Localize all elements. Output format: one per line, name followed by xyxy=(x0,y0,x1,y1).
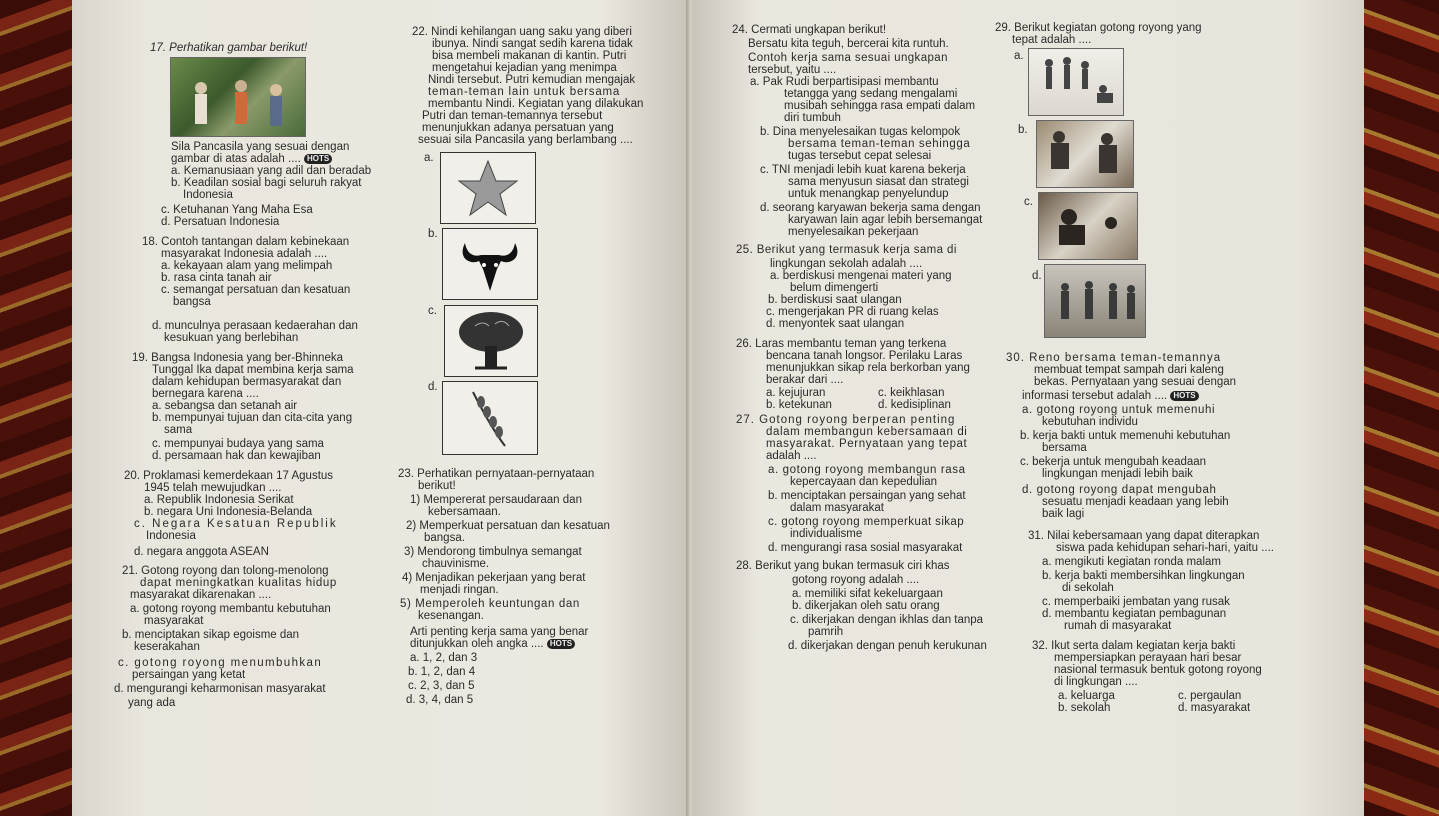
q19-stem-1: 19. Bangsa Indonesia yang ber-Bhinneka xyxy=(132,352,343,364)
q23-statement-3: 3) Mendorong timbulnya semangat xyxy=(404,546,582,558)
q27-stem-3: masyarakat. Pernyataan yang tepat xyxy=(766,438,968,450)
q30-stem-1: 30. Reno bersama teman-temannya xyxy=(1006,352,1222,364)
q31-option-a[interactable]: a. mengikuti kegiatan ronda malam xyxy=(1042,556,1221,568)
q26-option-a[interactable]: a. kejujuran xyxy=(766,387,826,399)
q27-stem-2: dalam membangun kebersamaan di xyxy=(766,426,968,438)
q23-statement-2: 2) Memperkuat persatuan dan kesatuan xyxy=(406,520,610,532)
q32-option-c[interactable]: c. pergaulan xyxy=(1178,690,1242,702)
q30-stem-4: informasi tersebut adalah .... HOTS xyxy=(1022,390,1199,403)
q23-statement-1-cont: kebersamaan. xyxy=(428,506,501,518)
q27-option-c[interactable]: c. gotong royong memperkuat sikap xyxy=(768,516,965,528)
q22-stem-8: Putri dan teman-temannya tersebut xyxy=(422,110,603,122)
q24-option-c[interactable]: c. TNI menjadi lebih kuat karena bekerja xyxy=(760,164,966,176)
left-page xyxy=(72,0,692,816)
q24-stem-3: Contoh kerja sama sesuai ungkapan xyxy=(748,52,948,64)
q21-option-c-cont: persaingan yang ketat xyxy=(132,669,246,681)
q30-option-b[interactable]: b. kerja bakti untuk memenuhi kebutuhan xyxy=(1020,430,1231,442)
q21-stem-2: dapat meningkatkan kualitas hidup xyxy=(140,577,337,589)
q22-stem-1: 22. Nindi kehilangan uang saku yang diberi xyxy=(412,26,632,38)
q32-option-b[interactable]: b. sekolah xyxy=(1058,702,1111,714)
q24-quote: Bersatu kita teguh, bercerai kita runtuh. xyxy=(748,38,949,50)
hots-badge: HOTS xyxy=(304,154,332,164)
q25-option-d[interactable]: d. menyontek saat ulangan xyxy=(766,318,905,330)
q32-stem-2: mempersiapkan perayaan hari besar xyxy=(1054,652,1242,664)
q26-stem-3: menunjukkan sikap rela berkorban yang xyxy=(766,362,970,374)
q22-stem-10: sesuai sila Pancasila yang berlambang .... xyxy=(418,134,633,146)
q31-option-d[interactable]: d. membantu kegiatan pembagunan xyxy=(1042,608,1227,620)
q18-option-d[interactable]: d. munculnya perasaan kedaerahan dan xyxy=(152,320,358,332)
q23-option-a[interactable]: a. 1, 2, dan 3 xyxy=(410,652,478,664)
q19-stem-4: bernegara karena .... xyxy=(152,388,259,400)
q22-stem-2: ibunya. Nindi sangat sedih karena tidak xyxy=(432,38,633,50)
q18-option-c[interactable]: c. semangat persatuan dan kesatuan xyxy=(161,284,351,296)
q26-option-d[interactable]: d. kedisiplinan xyxy=(878,399,951,411)
q23-statement-4-cont: menjadi ringan. xyxy=(420,584,499,596)
q17-option-a[interactable]: a. Kemanusiaan yang adil dan beradab xyxy=(171,165,372,177)
q17-option-d[interactable]: d. Persatuan Indonesia xyxy=(161,216,280,228)
q28-stem-1: 28. Berikut yang bukan termasuk ciri khas xyxy=(736,560,950,572)
q30-option-c-cont: lingkungan menjadi lebih baik xyxy=(1042,468,1193,480)
q31-option-c[interactable]: c. memperbaiki jembatan yang rusak xyxy=(1042,596,1230,608)
q22-stem-6: teman-teman lain untuk bersama xyxy=(428,86,621,98)
q25-stem-2: lingkungan sekolah adalah .... xyxy=(770,258,923,270)
q24-option-a[interactable]: a. Pak Rudi berpartisipasi membantu xyxy=(750,76,939,88)
q25-option-b[interactable]: b. berdiskusi saat ulangan xyxy=(768,294,902,306)
q23-statement-5: 5) Memperoleh keuntungan dan xyxy=(400,598,580,610)
q24-option-d-cont-2: menyelesaikan pekerjaan xyxy=(788,226,919,238)
q26-stem-2: bencana tanah longsor. Perilaku Laras xyxy=(766,350,963,362)
q27-option-a[interactable]: a. gotong royong membangun rasa xyxy=(768,464,966,476)
q22-option-c-label[interactable]: c. xyxy=(428,305,437,317)
q31-stem-1: 31. Nilai kebersamaan yang dapat diterapkan xyxy=(1028,530,1260,542)
q23-statement-3-cont: chauvinisme. xyxy=(422,558,490,570)
q22-option-c-box[interactable] xyxy=(444,305,538,377)
q27-option-b-cont: dalam masyarakat xyxy=(790,502,884,514)
q19-option-d[interactable]: d. persamaan hak dan kewajiban xyxy=(152,450,321,462)
q32-stem-1: 32. Ikut serta dalam kegiatan kerja bakti xyxy=(1032,640,1236,652)
q31-stem-2: siswa pada kehidupan sehari-hari, yaitu .... xyxy=(1056,542,1274,554)
hots-badge: HOTS xyxy=(547,639,575,649)
q21-option-a[interactable]: a. gotong royong membantu kebutuhan xyxy=(130,603,331,615)
people-photo-icon xyxy=(171,58,305,136)
q27-option-c-cont: individualisme xyxy=(790,528,863,540)
q25-option-c[interactable]: c. mengerjakan PR di ruang kelas xyxy=(766,306,939,318)
q31-option-d-cont: rumah di masyarakat xyxy=(1064,620,1172,632)
q24-stem-4: tersebut, yaitu .... xyxy=(748,64,837,76)
q25-stem-1: 25. Berikut yang termasuk kerja sama di xyxy=(736,244,957,256)
q18-option-b[interactable]: b. rasa cinta tanah air xyxy=(161,272,272,284)
q19-option-b[interactable]: b. mempunyai tujuan dan cita-cita yang xyxy=(152,412,353,424)
q20-option-c-cont: Indonesia xyxy=(146,530,196,542)
q23-statement-2-cont: bangsa. xyxy=(424,532,465,544)
q22-option-b-label[interactable]: b. xyxy=(428,228,438,240)
q17-option-b-cont: Indonesia xyxy=(183,189,233,201)
q21-option-d[interactable]: d. mengurangi keharmonisan masyarakat xyxy=(114,683,326,695)
q20-option-c[interactable]: c. Negara Kesatuan Republik xyxy=(134,518,338,530)
q19-option-c[interactable]: c. mempunyai budaya yang sama xyxy=(152,438,324,450)
banyan-tree-icon xyxy=(445,306,537,376)
q17-title: 17. Perhatikan gambar berikut! xyxy=(150,42,308,54)
q29-option-b-label[interactable]: b. xyxy=(1018,124,1028,136)
q18-stem-2: masyarakat Indonesia adalah .... xyxy=(161,248,328,260)
q18-option-d-cont: kesukuan yang berlebihan xyxy=(164,332,299,344)
q29-option-d-image[interactable] xyxy=(1044,264,1146,338)
q28-option-d[interactable]: d. dikerjakan dengan penuh kerukunan xyxy=(788,640,987,652)
q23-statement-5-cont: kesenangan. xyxy=(418,610,484,622)
q28-stem-2: gotong royong adalah .... xyxy=(792,574,920,586)
q29-option-a-image[interactable] xyxy=(1028,48,1124,116)
q27-stem-4: adalah .... xyxy=(766,450,817,462)
q20-option-d[interactable]: d. negara anggota ASEAN xyxy=(134,546,269,558)
q18-stem-1: 18. Contoh tantangan dalam kebinekaan xyxy=(142,236,350,248)
q30-option-a[interactable]: a. gotong royong untuk memenuhi xyxy=(1022,404,1216,416)
q29-option-a-label[interactable]: a. xyxy=(1014,50,1024,62)
q22-option-a-box[interactable] xyxy=(440,152,536,224)
q17-stem-2: gambar di atas adalah .... HOTS xyxy=(171,153,332,166)
star-icon xyxy=(441,153,535,223)
group-activity-icon xyxy=(1029,49,1123,115)
q29-stem-1: 29. Berikut kegiatan gotong royong yang xyxy=(995,22,1202,34)
q30-option-a-cont: kebutuhan individu xyxy=(1042,416,1138,428)
q29-option-b-image[interactable] xyxy=(1036,120,1134,188)
q19-stem-2: Tunggal Ika dapat membina kerja sama xyxy=(152,364,354,376)
q25-option-a-cont: belum dimengerti xyxy=(790,282,879,294)
q23-statement-1: 1) Mempererat persaudaraan dan xyxy=(410,494,582,506)
q26-option-b[interactable]: b. ketekunan xyxy=(766,399,832,411)
bull-head-icon xyxy=(443,229,537,299)
q32-option-d[interactable]: d. masyarakat xyxy=(1178,702,1251,714)
q19-stem-3: dalam kehidupan bermasyarakat dan xyxy=(152,376,342,388)
q22-option-a-label[interactable]: a. xyxy=(424,152,434,164)
q23-question-2: ditunjukkan oleh angka .... HOTS xyxy=(410,638,575,651)
q22-option-d-label[interactable]: d. xyxy=(428,381,438,393)
q24-option-c-cont-2: untuk menangkap penyelundup xyxy=(788,188,949,200)
q20-option-a[interactable]: a. Republik Indonesia Serikat xyxy=(144,494,294,506)
q30-option-d-cont-1: sesuatu menjadi keadaan yang lebih xyxy=(1042,496,1229,508)
q30-stem-2: membuat tempat sampah dari kaleng xyxy=(1034,364,1224,376)
q23-option-b[interactable]: b. 1, 2, dan 4 xyxy=(408,666,476,678)
q17-photo xyxy=(170,57,306,137)
q29-option-c-image[interactable] xyxy=(1038,192,1138,260)
q24-option-a-cont-3: diri tumbuh xyxy=(784,112,841,124)
q30-option-d[interactable]: d. gotong royong dapat mengubah xyxy=(1022,484,1217,496)
q20-stem-2: 1945 telah mewujudkan .... xyxy=(144,482,282,494)
q19-option-b-cont: sama xyxy=(164,424,193,436)
q24-option-d-cont-1: karyawan lain agar lebih bersemangat xyxy=(788,214,983,226)
q31-option-b[interactable]: b. kerja bakti membersihkan lingkungan xyxy=(1042,570,1245,582)
q31-option-b-cont: di sekolah xyxy=(1062,582,1114,594)
q22-stem-3: bisa membeli makanan di kantin. Putri xyxy=(432,50,627,62)
q25-option-a[interactable]: a. berdiskusi mengenai materi yang xyxy=(770,270,952,282)
q29-stem-2: tepat adalah .... xyxy=(1012,34,1092,46)
cleaning-activity-icon xyxy=(1037,121,1133,187)
q19-option-a[interactable]: a. sebangsa dan setanah air xyxy=(152,400,298,412)
q28-option-c-cont: pamrih xyxy=(808,626,844,638)
q23-statement-4: 4) Menjadikan pekerjaan yang berat xyxy=(402,572,586,584)
q23-stem-1: 23. Perhatikan pernyataan-pernyataan xyxy=(398,468,595,480)
q28-option-b[interactable]: b. dikerjakan oleh satu orang xyxy=(792,600,940,612)
hots-badge: HOTS xyxy=(1170,391,1198,401)
q27-option-b[interactable]: b. menciptakan persaingan yang sehat xyxy=(768,490,966,502)
q22-stem-5: Nindi tersebut. Putri kemudian mengajak xyxy=(428,74,636,86)
q23-stem-2: berikut! xyxy=(418,480,456,492)
q23-option-c[interactable]: c. 2, 3, dan 5 xyxy=(408,680,475,692)
q32-stem-3: nasional termasuk bentuk gotong royong xyxy=(1054,664,1262,676)
q21-stem-3: masyarakat dikarenakan .... xyxy=(130,589,272,601)
q17-stem-1: Sila Pancasila yang sesuai dengan xyxy=(171,141,350,153)
q23-option-d[interactable]: d. 3, 4, dan 5 xyxy=(406,694,474,706)
q30-option-c[interactable]: c. bekerja untuk mengubah keadaan xyxy=(1020,456,1207,468)
q27-option-d[interactable]: d. mengurangi rasa sosial masyarakat xyxy=(768,542,963,554)
q24-option-b-cont-1: bersama teman-teman sehingga xyxy=(788,138,971,150)
q21-stem-1: 21. Gotong royong dan tolong-menolong xyxy=(122,565,329,577)
q24-option-b-cont-2: tugas tersebut cepat selesai xyxy=(788,150,932,162)
q22-stem-7: membantu Nindi. Kegiatan yang dilakukan xyxy=(428,98,644,110)
q18-option-a[interactable]: a. kekayaan alam yang melimpah xyxy=(161,260,333,272)
q32-option-a[interactable]: a. keluarga xyxy=(1058,690,1115,702)
q24-option-b[interactable]: b. Dina menyelesaikan tugas kelompok xyxy=(760,126,961,138)
q23-question-1: Arti penting kerja sama yang benar xyxy=(410,626,589,638)
q24-option-a-cont-1: tetangga yang sedang mengalami xyxy=(784,88,958,100)
q17-option-b[interactable]: b. Keadilan sosial bagi seluruh rakyat xyxy=(171,177,362,189)
q26-option-c[interactable]: c. keikhlasan xyxy=(878,387,945,399)
q17-option-c[interactable]: c. Ketuhanan Yang Maha Esa xyxy=(161,204,313,216)
q21-option-d-cont: yang ada xyxy=(128,697,176,709)
q21-option-b[interactable]: b. menciptakan sikap egoisme dan xyxy=(122,629,300,641)
q21-option-c[interactable]: c. gotong royong menumbuhkan xyxy=(118,657,323,669)
table-cloth-left xyxy=(0,0,80,816)
q24-option-c-cont-1: sama menyusun siasat dan strategi xyxy=(788,176,969,188)
q20-option-b[interactable]: b. negara Uni Indonesia-Belanda xyxy=(144,506,313,518)
q21-option-a-cont: masyarakat xyxy=(144,615,204,627)
q30-stem-3: bekas. Pernyataan yang sesuai dengan xyxy=(1034,376,1237,388)
students-group-icon xyxy=(1045,265,1145,337)
q27-option-a-cont: kepercayaan dan kepedulian xyxy=(790,476,938,488)
q30-option-d-cont-2: baik lagi xyxy=(1042,508,1085,520)
right-page xyxy=(692,0,1364,816)
q22-stem-4: mengetahui kejadian yang menimpa xyxy=(432,62,617,74)
q18-option-c-cont: bangsa xyxy=(173,296,211,308)
q22-stem-9: menunjukkan adanya persatuan yang xyxy=(422,122,614,134)
q21-option-b-cont: keserakahan xyxy=(134,641,200,653)
q28-option-a[interactable]: a. memiliki sifat kekeluargaan xyxy=(792,588,943,600)
q29-option-c-label[interactable]: c. xyxy=(1024,196,1033,208)
q30-option-b-cont: bersama xyxy=(1042,442,1087,454)
rice-cotton-icon xyxy=(443,382,537,454)
q27-stem-1: 27. Gotong royong berperan penting xyxy=(736,414,956,426)
q22-option-b-box[interactable] xyxy=(442,228,538,300)
q24-option-d[interactable]: d. seorang karyawan bekerja sama dengan xyxy=(760,202,981,214)
q26-stem-1: 26. Laras membantu teman yang terkena xyxy=(736,338,947,350)
q32-stem-4: di lingkungan .... xyxy=(1054,676,1138,688)
q24-stem-1: 24. Cermati ungkapan berikut! xyxy=(732,24,887,36)
students-working-icon xyxy=(1039,193,1137,259)
q29-option-d-label[interactable]: d. xyxy=(1032,270,1042,282)
q26-stem-4: berakar dari .... xyxy=(766,374,844,386)
q24-option-a-cont-2: musibah sehingga rasa empati dalam xyxy=(784,100,976,112)
q20-stem-1: 20. Proklamasi kemerdekaan 17 Agustus xyxy=(124,470,334,482)
q22-option-d-box[interactable] xyxy=(442,381,538,455)
q28-option-c[interactable]: c. dikerjakan dengan ikhlas dan tanpa xyxy=(790,614,984,626)
